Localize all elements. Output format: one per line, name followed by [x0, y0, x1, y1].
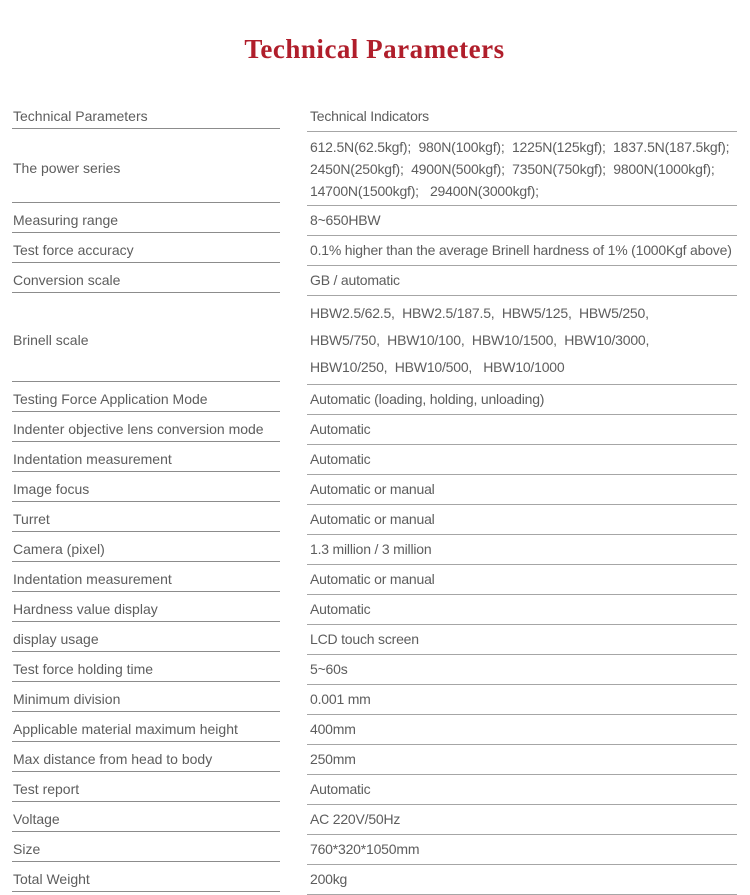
- param-label: The power series: [12, 132, 280, 203]
- table-row: [12, 685, 737, 715]
- table-row: [12, 745, 737, 775]
- table-row: [12, 655, 737, 685]
- value-text: Automatic (loading, holding, unloading): [307, 385, 737, 415]
- param-label: Turret: [12, 505, 280, 532]
- param-label: display usage: [12, 625, 280, 652]
- column-header-indicators: Technical Indicators: [307, 102, 737, 132]
- param-label: Total Weight: [12, 865, 280, 892]
- table-row: [12, 775, 737, 805]
- param-label: Test report: [12, 775, 280, 802]
- param-label: Camera (pixel): [12, 535, 280, 562]
- param-label: Testing Force Application Mode: [12, 385, 280, 412]
- table-row: [12, 206, 737, 236]
- table-row: [12, 445, 737, 475]
- page-title: Technical Parameters: [244, 34, 505, 64]
- value-text: Automatic: [307, 445, 737, 475]
- value-text: 0.001 mm: [307, 685, 737, 715]
- param-label: Test force holding time: [12, 655, 280, 682]
- table-row: [12, 296, 737, 385]
- value-text: Automatic or manual: [307, 475, 737, 505]
- param-label: Applicable material maximum height: [12, 715, 280, 742]
- param-label: Test force accuracy: [12, 236, 280, 263]
- value-text: Automatic or manual: [307, 505, 737, 535]
- table-row: [12, 565, 737, 595]
- param-label: Image focus: [12, 475, 280, 502]
- table-row: [12, 625, 737, 655]
- value-text: Automatic: [307, 775, 737, 805]
- table-row: [12, 595, 737, 625]
- value-text: 200kg: [307, 865, 737, 895]
- table-row: [12, 236, 737, 266]
- param-label: Indentation measurement: [12, 565, 280, 592]
- value-text: HBW2.5/62.5, HBW2.5/187.5, HBW5/125, HBW5/250, HBW5/750, HBW10/100, HBW10/1500, HBW10/3000, HBW10/250, HBW10/500, HBW10/1000: [307, 296, 737, 385]
- value-text: 0.1% higher than the average Brinell hardness of 1% (1000Kgf above): [307, 236, 737, 266]
- param-label: Size: [12, 835, 280, 862]
- table-row: [12, 865, 737, 895]
- param-label: Indenter objective lens conversion mode: [12, 415, 280, 442]
- value-text: GB / automatic: [307, 266, 737, 296]
- param-label: Minimum division: [12, 685, 280, 712]
- value-text: 400mm: [307, 715, 737, 745]
- table-row: [12, 385, 737, 415]
- value-text: Automatic or manual: [307, 565, 737, 595]
- table-row: [12, 505, 737, 535]
- value-text: 8~650HBW: [307, 206, 737, 236]
- spec-table: [12, 102, 737, 895]
- param-label: Measuring range: [12, 206, 280, 233]
- spec-sheet: [0, 34, 750, 895]
- value-text: 5~60s: [307, 655, 737, 685]
- param-label: Brinell scale: [12, 296, 280, 382]
- table-row: [12, 132, 737, 206]
- value-text: LCD touch screen: [307, 625, 737, 655]
- param-label: Conversion scale: [12, 266, 280, 293]
- param-label: Voltage: [12, 805, 280, 832]
- value-text: 760*320*1050mm: [307, 835, 737, 865]
- param-label: Indentation measurement: [12, 445, 280, 472]
- table-row: [12, 715, 737, 745]
- param-label: Max distance from head to body: [12, 745, 280, 772]
- value-text: 612.5N(62.5kgf); 980N(100kgf); 1225N(125kgf); 1837.5N(187.5kgf); 2450N(250kgf); 4900N(500kgf); 7350N(750kgf); 9800N(1000kgf); 14700N(1500kgf); 29400N(3000kgf);: [307, 132, 737, 206]
- table-row: [12, 415, 737, 445]
- table-row: [12, 475, 737, 505]
- table-row: [12, 535, 737, 565]
- value-text: Automatic: [307, 415, 737, 445]
- value-text: 250mm: [307, 745, 737, 775]
- table-header-row: [12, 102, 737, 132]
- param-label: Hardness value display: [12, 595, 280, 622]
- table-row: [12, 835, 737, 865]
- table-row: [12, 266, 737, 296]
- value-text: Automatic: [307, 595, 737, 625]
- table-row: [12, 805, 737, 835]
- column-header-parameters: Technical Parameters: [12, 102, 280, 129]
- value-text: 1.3 million / 3 million: [307, 535, 737, 565]
- value-text: AC 220V/50Hz: [307, 805, 737, 835]
